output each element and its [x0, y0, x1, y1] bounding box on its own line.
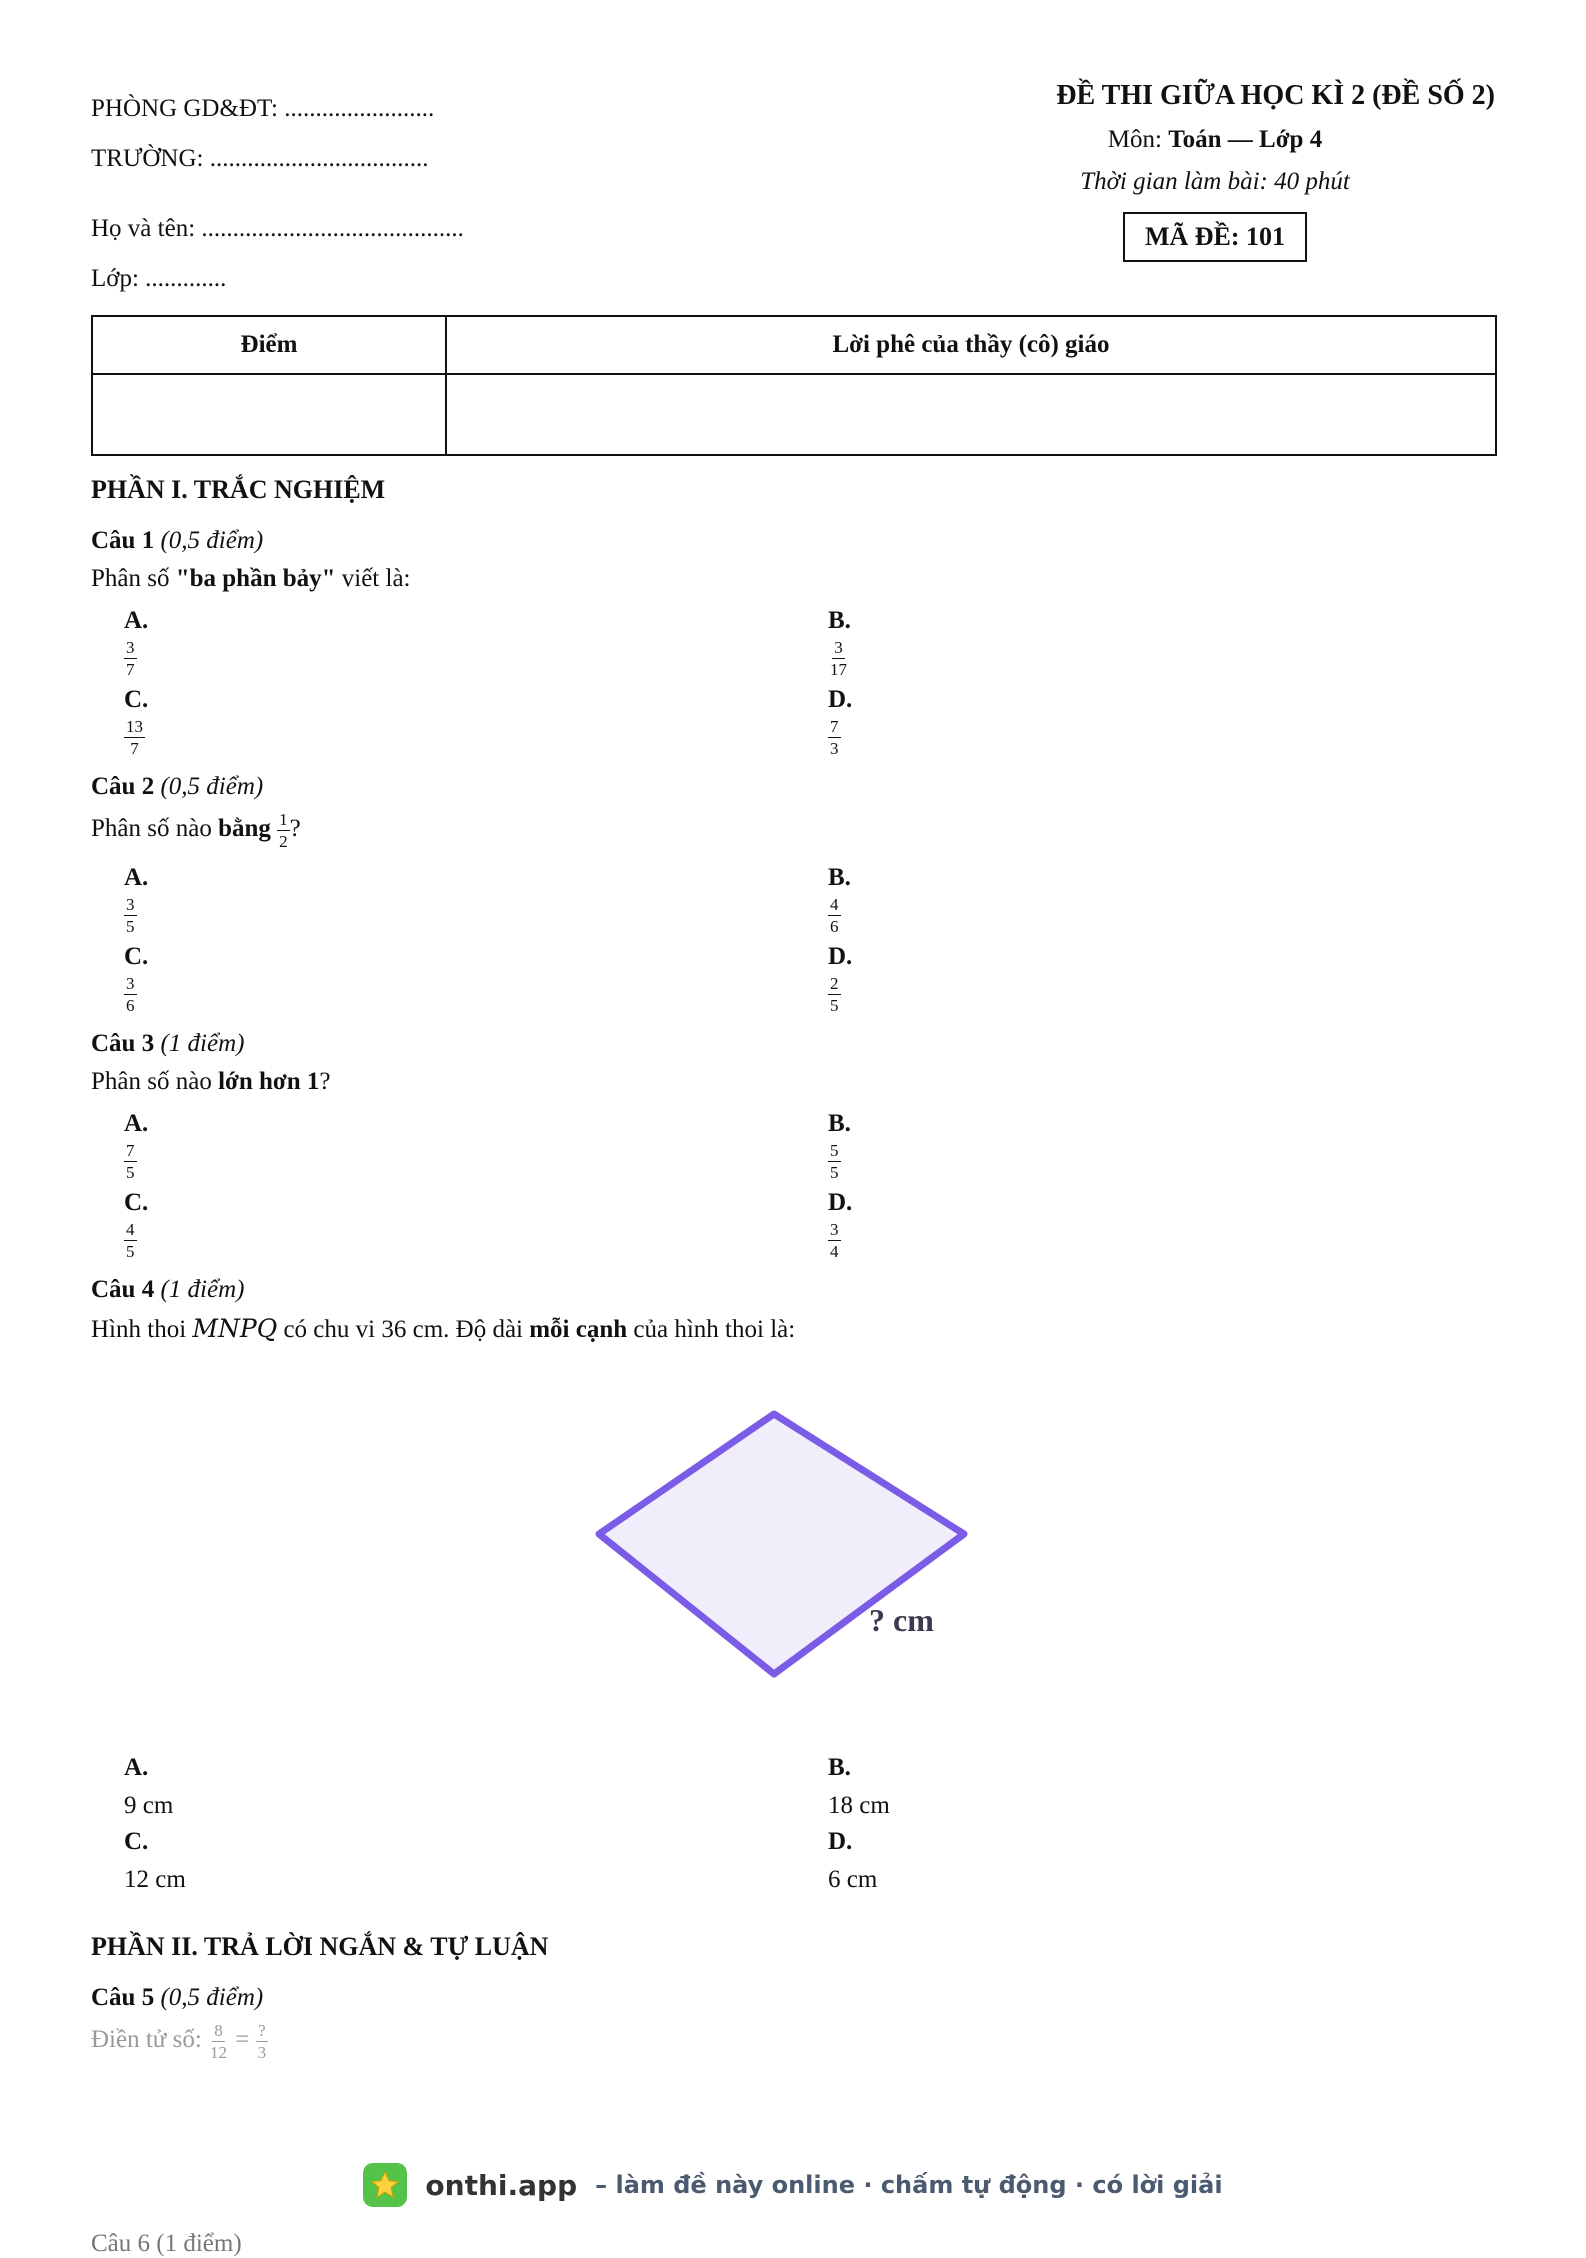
- denominator: 17: [830, 660, 847, 679]
- question-text-part: Phân số nào: [91, 815, 219, 843]
- numerator: 4: [830, 895, 839, 914]
- option-label: C.: [124, 943, 149, 970]
- question-label: Câu 1: [91, 527, 155, 554]
- option-label: C.: [124, 1189, 149, 1216]
- question-text-part: Phân số: [91, 565, 176, 592]
- question-text-bold: bằng: [218, 815, 271, 843]
- option-b[interactable]: [828, 1754, 1532, 1820]
- denominator: 6: [830, 917, 839, 936]
- numerator: 1: [279, 810, 288, 829]
- score-table: [91, 315, 1497, 456]
- option-fraction: [124, 896, 137, 935]
- question-points: (0,5 điểm): [160, 527, 264, 554]
- question-2: [91, 773, 1497, 1022]
- option-a[interactable]: [124, 1110, 828, 1181]
- numerator: 3: [126, 974, 135, 993]
- option-label: D.: [828, 1828, 853, 1855]
- subject-line: [935, 126, 1495, 154]
- school-line: TRƯỜNG: ...................................: [91, 145, 429, 172]
- denominator: 4: [830, 1242, 839, 1261]
- rhombus-diagram: [584, 1384, 1004, 1714]
- question-header: [91, 1276, 1497, 1304]
- answer-options: [124, 1754, 1497, 1902]
- option-a[interactable]: [124, 864, 828, 935]
- option-fraction: [124, 975, 137, 1014]
- numerator: 3: [830, 1220, 839, 1239]
- option-label: B.: [828, 607, 851, 634]
- question-text: [91, 565, 1497, 593]
- question-text-part: Phân số nào: [91, 1068, 219, 1095]
- question-text-part: ?: [289, 815, 301, 843]
- option-value: 18 cm: [828, 1792, 890, 1819]
- option-fraction: [124, 1221, 137, 1260]
- question-label: Câu 3: [91, 1030, 155, 1057]
- question-points: (0,5 điểm): [160, 1984, 264, 2011]
- exam-info: [935, 80, 1495, 262]
- numerator: 7: [830, 717, 839, 736]
- score-cell: [92, 374, 446, 455]
- denominator: 5: [126, 1163, 135, 1182]
- option-label: A.: [124, 864, 149, 891]
- question-text-part: có chu vi 36 cm. Độ dài: [277, 1316, 530, 1343]
- option-value: 9 cm: [124, 1792, 174, 1819]
- option-d[interactable]: [828, 1189, 1532, 1260]
- option-fraction: [124, 718, 145, 757]
- part1-title: PHẦN I. TRẮC NGHIỆM: [91, 475, 386, 504]
- question-points: (0,5 điểm): [160, 773, 264, 800]
- option-label: D.: [828, 943, 853, 970]
- exam-content: [91, 475, 1497, 2061]
- part2-title: PHẦN II. TRẢ LỜI NGẮN & TỰ LUẬN: [91, 1932, 549, 1961]
- question-text-bold: "ba phần bảy": [175, 565, 336, 592]
- exam-code-box: MÃ ĐỀ: 101: [1123, 212, 1307, 262]
- right-fraction: [256, 2022, 269, 2061]
- promo-footer[interactable]: [0, 2160, 1586, 2210]
- class-line: Lớp: .............: [91, 265, 227, 292]
- question-points: (1 điểm): [160, 1276, 245, 1303]
- numerator: 5: [830, 1141, 839, 1160]
- numerator: 13: [126, 717, 143, 736]
- denominator: 3: [830, 739, 839, 758]
- question-header: [91, 1984, 1497, 2012]
- brand-name[interactable]: onthi.app: [425, 2168, 578, 2202]
- denominator: 7: [130, 739, 139, 758]
- option-label: D.: [828, 1189, 853, 1216]
- side-length-label: ? cm: [869, 1602, 934, 1638]
- denominator: 5: [830, 1163, 839, 1182]
- option-value: 12 cm: [124, 1866, 186, 1893]
- option-b[interactable]: [828, 607, 1532, 678]
- question-text: [91, 2022, 1497, 2061]
- numerator: 8: [214, 2021, 223, 2040]
- option-fraction: [828, 975, 841, 1014]
- question-text: [91, 1068, 1497, 1096]
- denominator: 2: [279, 832, 288, 851]
- answer-options: [124, 1110, 1497, 1268]
- answer-options: [124, 607, 1497, 765]
- question-points: (1 điểm): [160, 1030, 245, 1057]
- numerator: ?: [258, 2021, 266, 2040]
- option-c[interactable]: [124, 1189, 828, 1260]
- numerator: 2: [830, 974, 839, 993]
- numerator: 4: [126, 1220, 135, 1239]
- denominator: 5: [126, 1242, 135, 1261]
- option-d[interactable]: [828, 686, 1532, 757]
- question-label: Câu 5: [91, 1984, 155, 2011]
- fade-overlay: [0, 2080, 1586, 2160]
- question-text: [91, 811, 1497, 850]
- question-text-bold: mỗi cạnh: [529, 1316, 628, 1343]
- option-label: B.: [828, 1754, 851, 1781]
- option-label: C.: [124, 1828, 149, 1855]
- equals-sign: =: [235, 2026, 250, 2054]
- star-icon: [370, 2170, 400, 2200]
- name-line: Họ và tên: ..........................................: [91, 215, 464, 242]
- option-fraction: [124, 639, 137, 678]
- option-c[interactable]: [124, 943, 828, 1014]
- question-4: [91, 1276, 1497, 1902]
- subject-prefix: Môn:: [1107, 126, 1169, 153]
- option-a[interactable]: [124, 607, 828, 678]
- option-c[interactable]: [124, 1828, 828, 1894]
- denominator: 5: [830, 996, 839, 1015]
- option-label: A.: [124, 1754, 149, 1781]
- department-line: PHÒNG GD&ĐT: ........................: [91, 95, 435, 122]
- option-fraction: [124, 1142, 137, 1181]
- option-d[interactable]: [828, 943, 1532, 1014]
- option-fraction: [828, 1221, 841, 1260]
- numerator: 3: [126, 638, 135, 657]
- numerator: 7: [126, 1141, 135, 1160]
- question-5: [91, 1984, 1497, 2061]
- question-text: [91, 1314, 1497, 1344]
- option-fraction: [828, 718, 841, 757]
- question-3: [91, 1030, 1497, 1268]
- question-header: [91, 773, 1497, 801]
- denominator: 3: [257, 2043, 267, 2062]
- option-value: 6 cm: [828, 1866, 878, 1893]
- option-d[interactable]: [828, 1828, 1532, 1894]
- question-label: Câu 4: [91, 1276, 155, 1303]
- option-label: A.: [124, 607, 149, 634]
- question-text-part: Điền tử số:: [91, 2026, 209, 2054]
- question-1: [91, 527, 1497, 765]
- duration-line: Thời gian làm bài: 40 phút: [1080, 168, 1350, 195]
- option-label: A.: [124, 1110, 149, 1137]
- question-header: [91, 527, 1497, 555]
- option-a[interactable]: [124, 1754, 828, 1820]
- denominator: 7: [126, 660, 135, 679]
- question-text-bold: lớn hơn 1: [218, 1068, 320, 1095]
- option-c[interactable]: [124, 686, 828, 757]
- comment-column-header: Lời phê của thầy (cô) giáo: [446, 316, 1496, 374]
- inline-fraction: [277, 811, 290, 850]
- question-text-part: Hình thoi: [91, 1316, 193, 1343]
- question-text-part: ?: [319, 1068, 331, 1095]
- question-header: [91, 1030, 1497, 1058]
- score-column-header: Điểm: [92, 316, 446, 374]
- question-label: Câu 2: [91, 773, 155, 800]
- numerator: 3: [126, 895, 135, 914]
- option-label: B.: [828, 864, 851, 891]
- left-fraction: [208, 2022, 229, 2061]
- denominator: 5: [126, 917, 135, 936]
- next-question-cut: Câu 6 (1 điểm): [91, 2230, 242, 2257]
- answer-options: [124, 864, 1497, 1022]
- brand-tagline: – làm đề này online · chấm tự động · có lời giải: [595, 2171, 1223, 2199]
- option-b[interactable]: [828, 864, 1532, 935]
- option-label: B.: [828, 1110, 851, 1137]
- denominator: 12: [210, 2043, 228, 2062]
- subject-name: Toán — Lớp 4: [1168, 126, 1323, 153]
- option-fraction: [828, 639, 849, 678]
- question-text-part: viết là:: [335, 565, 411, 592]
- comment-cell: [446, 374, 1496, 455]
- option-fraction: [828, 896, 841, 935]
- denominator: 6: [126, 996, 135, 1015]
- numerator: 3: [834, 638, 843, 657]
- question-text-part: của hình thoi là:: [627, 1316, 796, 1343]
- shape-name: MNPQ: [192, 1314, 278, 1343]
- option-label: C.: [124, 686, 149, 713]
- option-fraction: [828, 1142, 841, 1181]
- onthi-logo: [363, 2163, 407, 2207]
- option-label: D.: [828, 686, 853, 713]
- option-b[interactable]: [828, 1110, 1532, 1181]
- exam-title: ĐỀ THI GIỮA HỌC KÌ 2 (ĐỀ SỐ 2): [1056, 80, 1495, 111]
- student-info: [91, 84, 464, 304]
